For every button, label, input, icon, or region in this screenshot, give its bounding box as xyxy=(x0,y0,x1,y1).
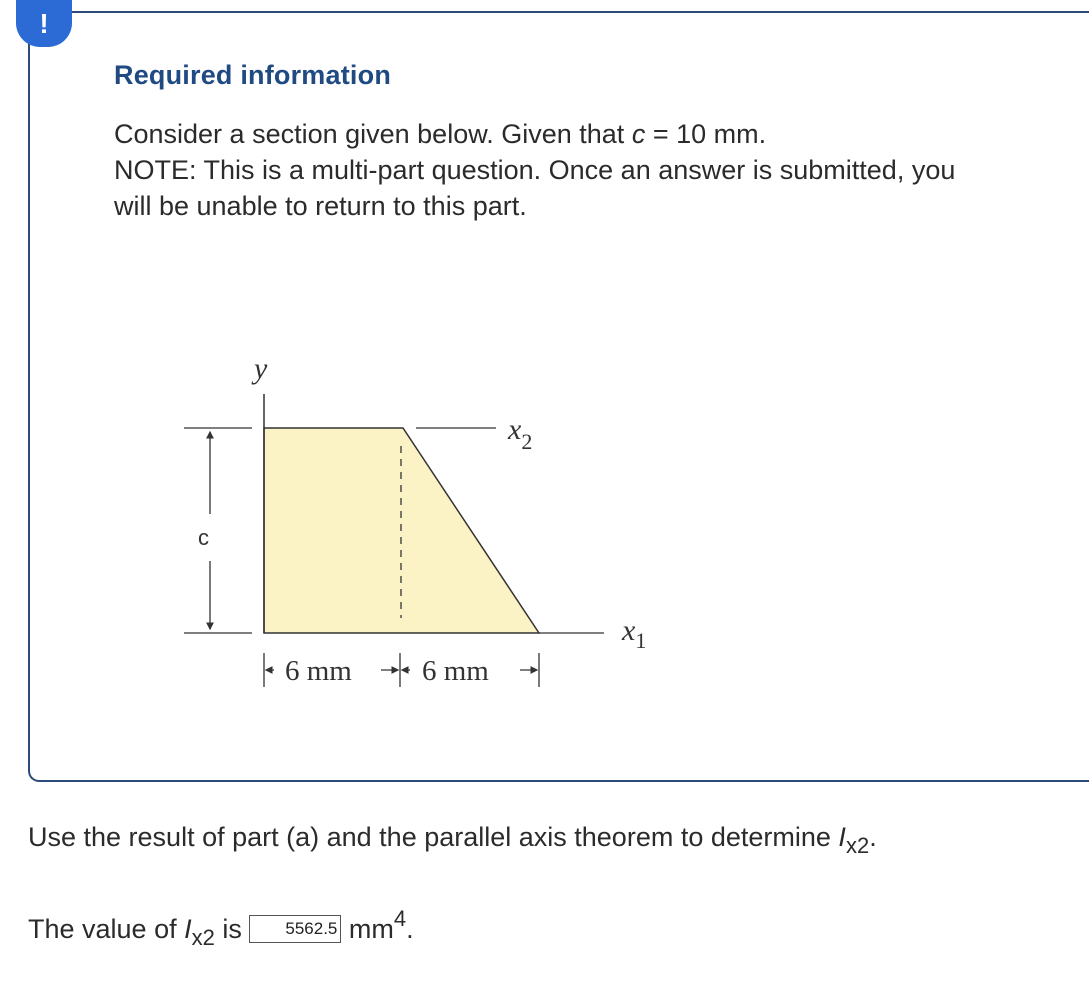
dim-label-right: 6 mm xyxy=(422,655,489,687)
note-line: NOTE: This is a multi-part question. Once an answer is submitted, you xyxy=(114,155,956,185)
answer-line: The value of $I_{x2}$ is 5562.5 $mm^4$. xyxy=(28,906,414,950)
note-line-continued: will be unable to return to this part. xyxy=(114,191,527,221)
x1-axis-label: $x_1$ xyxy=(622,614,647,653)
given-line: Consider a section given below. Given that c = 10 mm. xyxy=(114,119,767,149)
section-figure xyxy=(176,346,676,706)
c-dimension-label: c xyxy=(198,525,209,550)
y-axis-label: y xyxy=(254,352,268,385)
dim-label-left: 6 mm xyxy=(285,655,352,687)
problem-statement xyxy=(114,116,1089,224)
trapezoid-section-diagram xyxy=(176,346,676,706)
answer-input[interactable]: 5562.5 xyxy=(249,915,341,943)
exclamation-icon: ! xyxy=(16,0,72,47)
required-info-title: Required information xyxy=(114,60,392,90)
question-text: Use the result of part (a) and the parallel axis theorem to determine $I_{x2}$. xyxy=(28,822,877,858)
x2-axis-label: $x_2$ xyxy=(508,413,533,454)
